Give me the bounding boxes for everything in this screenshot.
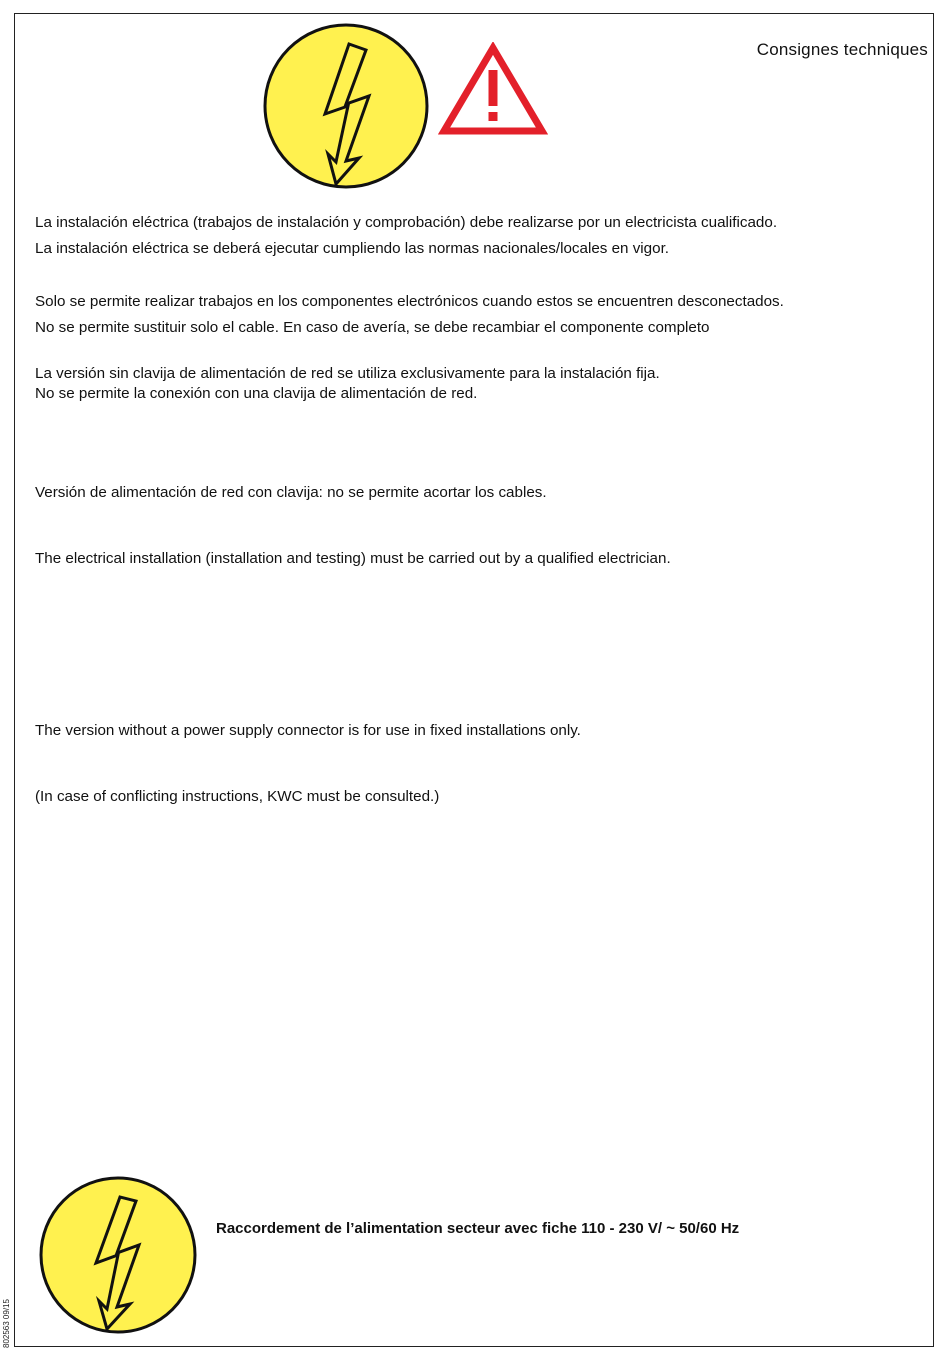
paragraph-es-4: No se permite sustituir solo el cable. En caso de avería, se debe recambiar el componente completo xyxy=(35,319,710,336)
paragraph-es-3: Solo se permite realizar trabajos en los componentes electrónicos cuando estos se encuentren desconectados. xyxy=(35,293,784,310)
paragraph-es-6: No se permite la conexión con una clavija de alimentación de red. xyxy=(35,385,478,402)
paragraph-es-5: La versión sin clavija de alimentación de red se utiliza exclusivamente para la instalación fija. xyxy=(35,365,660,382)
paragraph-es-1: La instalación eléctrica (trabajos de instalación y comprobación) debe realizarse por un electricista cualificado. xyxy=(35,214,778,231)
paragraph-en-2: The version without a power supply connector is for use in fixed installations only. xyxy=(35,722,581,739)
power-connection-note: Raccordement de l’alimentation secteur avec fiche 110 - 230 V/ ~ 50/60 Hz xyxy=(216,1220,740,1237)
paragraph-es-7: Versión de alimentación de red con clavija: no se permite acortar los cables. xyxy=(35,484,547,501)
page-title: Consignes techniques xyxy=(756,40,928,59)
electrical-hazard-icon xyxy=(38,1175,198,1335)
paragraph-en-1: The electrical installation (installation and testing) must be carried out by a qualified electrician. xyxy=(35,550,671,567)
paragraph-en-3: (In case of conflicting instructions, KWC must be consulted.) xyxy=(35,788,440,805)
electrical-hazard-icon xyxy=(262,22,430,190)
document-code: 802563 09/15 xyxy=(2,1299,11,1348)
paragraph-es-2: La instalación eléctrica se deberá ejecutar cumpliendo las normas nacionales/locales en vigor. xyxy=(35,240,670,257)
warning-triangle-icon xyxy=(438,42,548,136)
